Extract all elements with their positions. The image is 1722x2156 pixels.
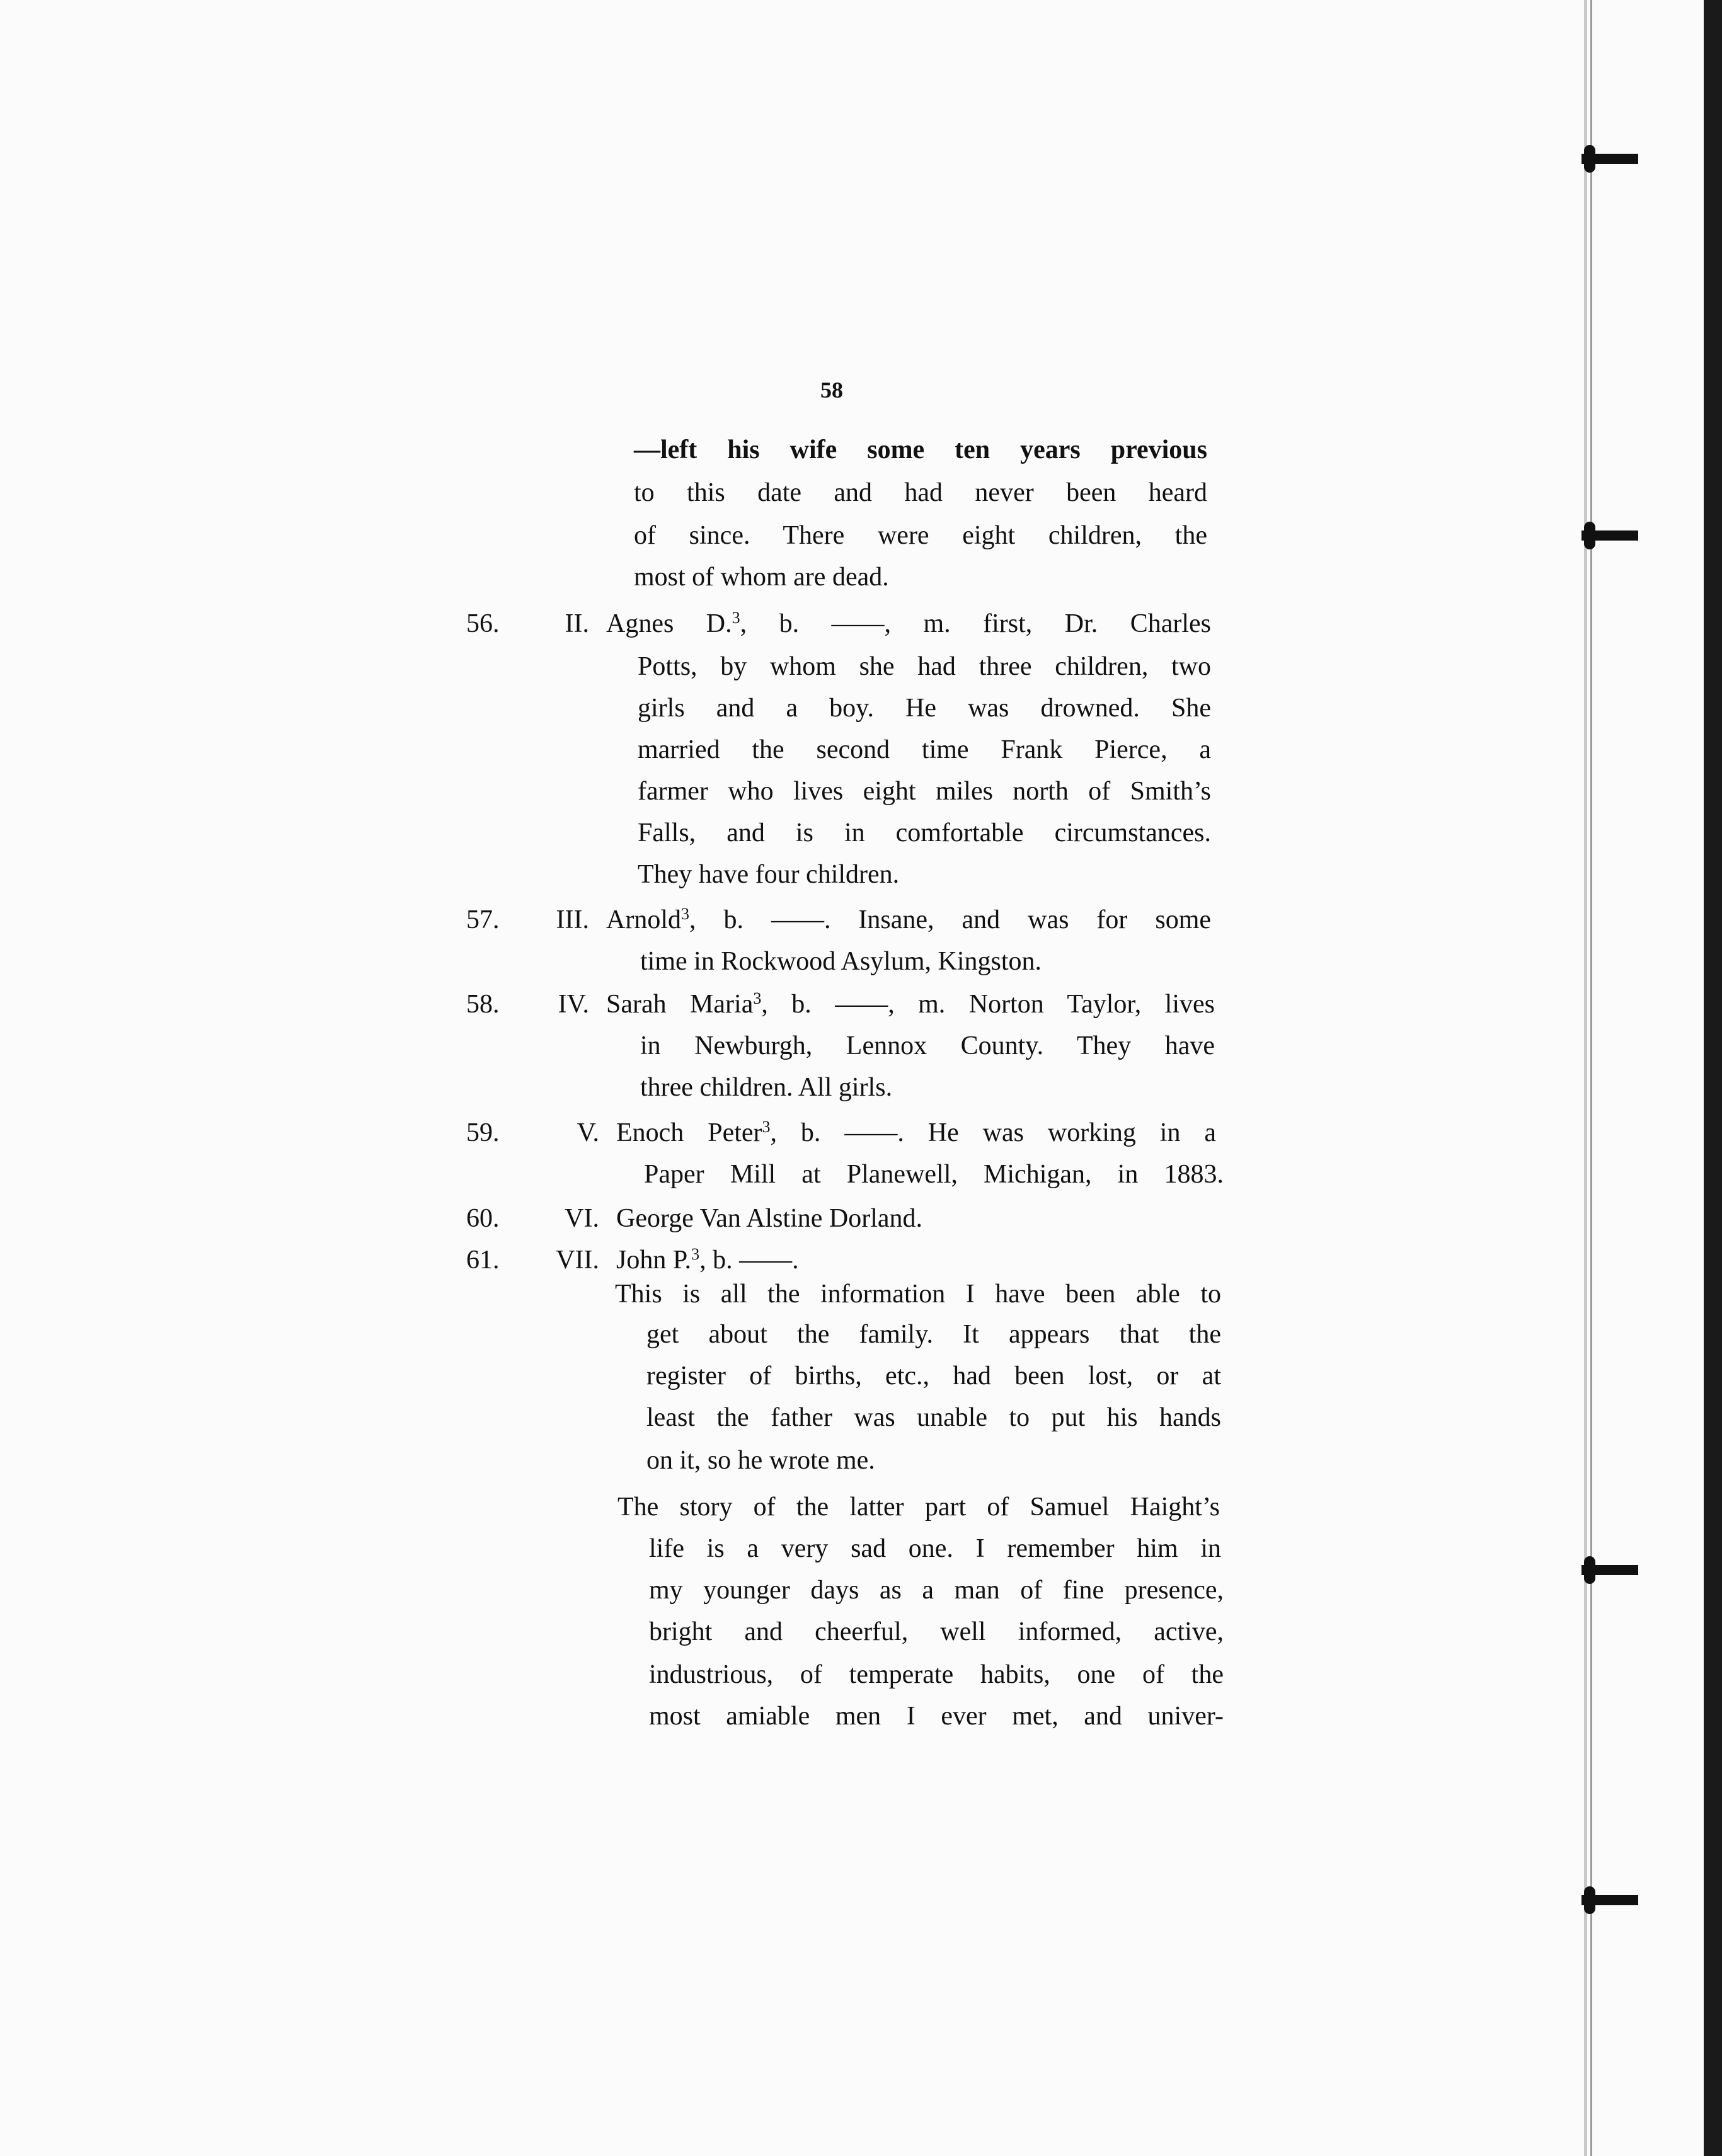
entry-name: Enoch Peter bbox=[616, 1118, 762, 1147]
entry-first-line bbox=[606, 987, 1215, 1022]
paragraph-first-line: The story of the latter part of Samuel Haight’s bbox=[617, 1493, 1220, 1522]
paragraph-line: bright and cheerful, well informed, active, bbox=[649, 1617, 1224, 1646]
entry-first-line-rest: , b. ——. Insane, and was for some bbox=[689, 905, 1211, 934]
entry-roman-numeral: V. bbox=[577, 1118, 599, 1147]
entry-name: Arnold bbox=[606, 905, 681, 934]
entry-first-line-rest: , b. ——. bbox=[699, 1246, 799, 1275]
entry-first-line bbox=[616, 1115, 1216, 1150]
entry-line: in Newburgh, Lennox County. They have bbox=[640, 1031, 1215, 1060]
entry-generation: 3 bbox=[691, 1245, 700, 1263]
paragraph-line: on it, so he wrote me. bbox=[646, 1446, 875, 1475]
paragraph-line: get about the family. It appears that the bbox=[646, 1320, 1221, 1349]
binding-edge-inner bbox=[1584, 0, 1587, 2156]
paragraph-line: least the father was unable to put his hands bbox=[646, 1403, 1221, 1432]
entry-generation: 3 bbox=[732, 609, 740, 627]
entry-roman-numeral: III. bbox=[556, 905, 589, 934]
text-line: —left his wife some ten years previous bbox=[634, 435, 1207, 464]
paragraph-line: register of births, etc., had been lost, or at bbox=[646, 1362, 1221, 1391]
entry-roman-numeral: II. bbox=[565, 609, 589, 638]
entry-line: They have four children. bbox=[638, 860, 900, 889]
binding-clip-icon bbox=[1581, 1895, 1638, 1905]
entry-line: girls and a boy. He was drowned. She bbox=[638, 694, 1211, 723]
entry-first-line-rest: , b. ——. He was working in a bbox=[770, 1118, 1217, 1147]
entry-name: Agnes D. bbox=[606, 609, 732, 638]
entry-first-line-rest: , b. ——, m. first, Dr. Charles bbox=[740, 609, 1211, 638]
text-line: most of whom are dead. bbox=[634, 563, 889, 592]
entry-generation: 3 bbox=[762, 1118, 771, 1136]
entry-line: farmer who lives eight miles north of Smith’s bbox=[638, 777, 1211, 806]
entry-line: Paper Mill at Planewell, Michigan, in 1883. bbox=[644, 1160, 1224, 1189]
paragraph-line: most amiable men I ever met, and univer- bbox=[649, 1702, 1224, 1731]
entry-roman-numeral: IV. bbox=[558, 990, 589, 1019]
entry-line: time in Rockwood Asylum, Kingston. bbox=[640, 947, 1042, 976]
entry-number: 57. bbox=[466, 905, 500, 934]
paragraph-first-line: This is all the information I have been able to bbox=[615, 1280, 1221, 1309]
entry-line: three children. All girls. bbox=[640, 1073, 893, 1102]
binding-edge-outer bbox=[1704, 0, 1722, 2156]
paragraph-line: my younger days as a man of fine presence, bbox=[649, 1576, 1224, 1605]
binding-edge-line bbox=[1590, 0, 1592, 2156]
entry-generation: 3 bbox=[753, 989, 762, 1007]
entry-first-line bbox=[616, 1201, 922, 1236]
entry-number: 59. bbox=[466, 1118, 500, 1147]
entry-name: Sarah Maria bbox=[606, 990, 754, 1019]
entry-first-line bbox=[606, 902, 1211, 938]
entry-line: married the second time Frank Pierce, a bbox=[638, 735, 1211, 764]
entry-line: Falls, and is in comfortable circumstances. bbox=[638, 818, 1211, 847]
page-number: 58 bbox=[820, 377, 843, 403]
paragraph-line: industrious, of temperate habits, one of the bbox=[649, 1660, 1224, 1689]
entry-name: George Van Alstine Dorland. bbox=[616, 1204, 923, 1233]
entry-roman-numeral: VI. bbox=[565, 1204, 599, 1233]
entry-number: 60. bbox=[466, 1204, 500, 1233]
text-line: of since. There were eight children, the bbox=[634, 521, 1207, 550]
paragraph-line: life is a very sad one. I remember him in bbox=[649, 1534, 1221, 1563]
binding-clip-icon bbox=[1581, 530, 1638, 541]
entry-generation: 3 bbox=[681, 905, 689, 923]
entry-number: 56. bbox=[466, 609, 500, 638]
binding-clip-icon bbox=[1581, 1565, 1638, 1575]
entry-first-line-rest: , b. ——, m. Norton Taylor, lives bbox=[761, 990, 1215, 1019]
text-line: to this date and had never been heard bbox=[634, 478, 1207, 507]
entry-first-line bbox=[616, 1242, 799, 1278]
entry-number: 58. bbox=[466, 990, 500, 1019]
entry-number: 61. bbox=[466, 1246, 500, 1275]
entry-first-line bbox=[606, 606, 1211, 641]
binding-clip-icon bbox=[1581, 154, 1638, 164]
entry-line: Potts, by whom she had three children, two bbox=[638, 652, 1211, 681]
entry-roman-numeral: VII. bbox=[556, 1246, 599, 1275]
entry-name: John P. bbox=[616, 1246, 692, 1275]
